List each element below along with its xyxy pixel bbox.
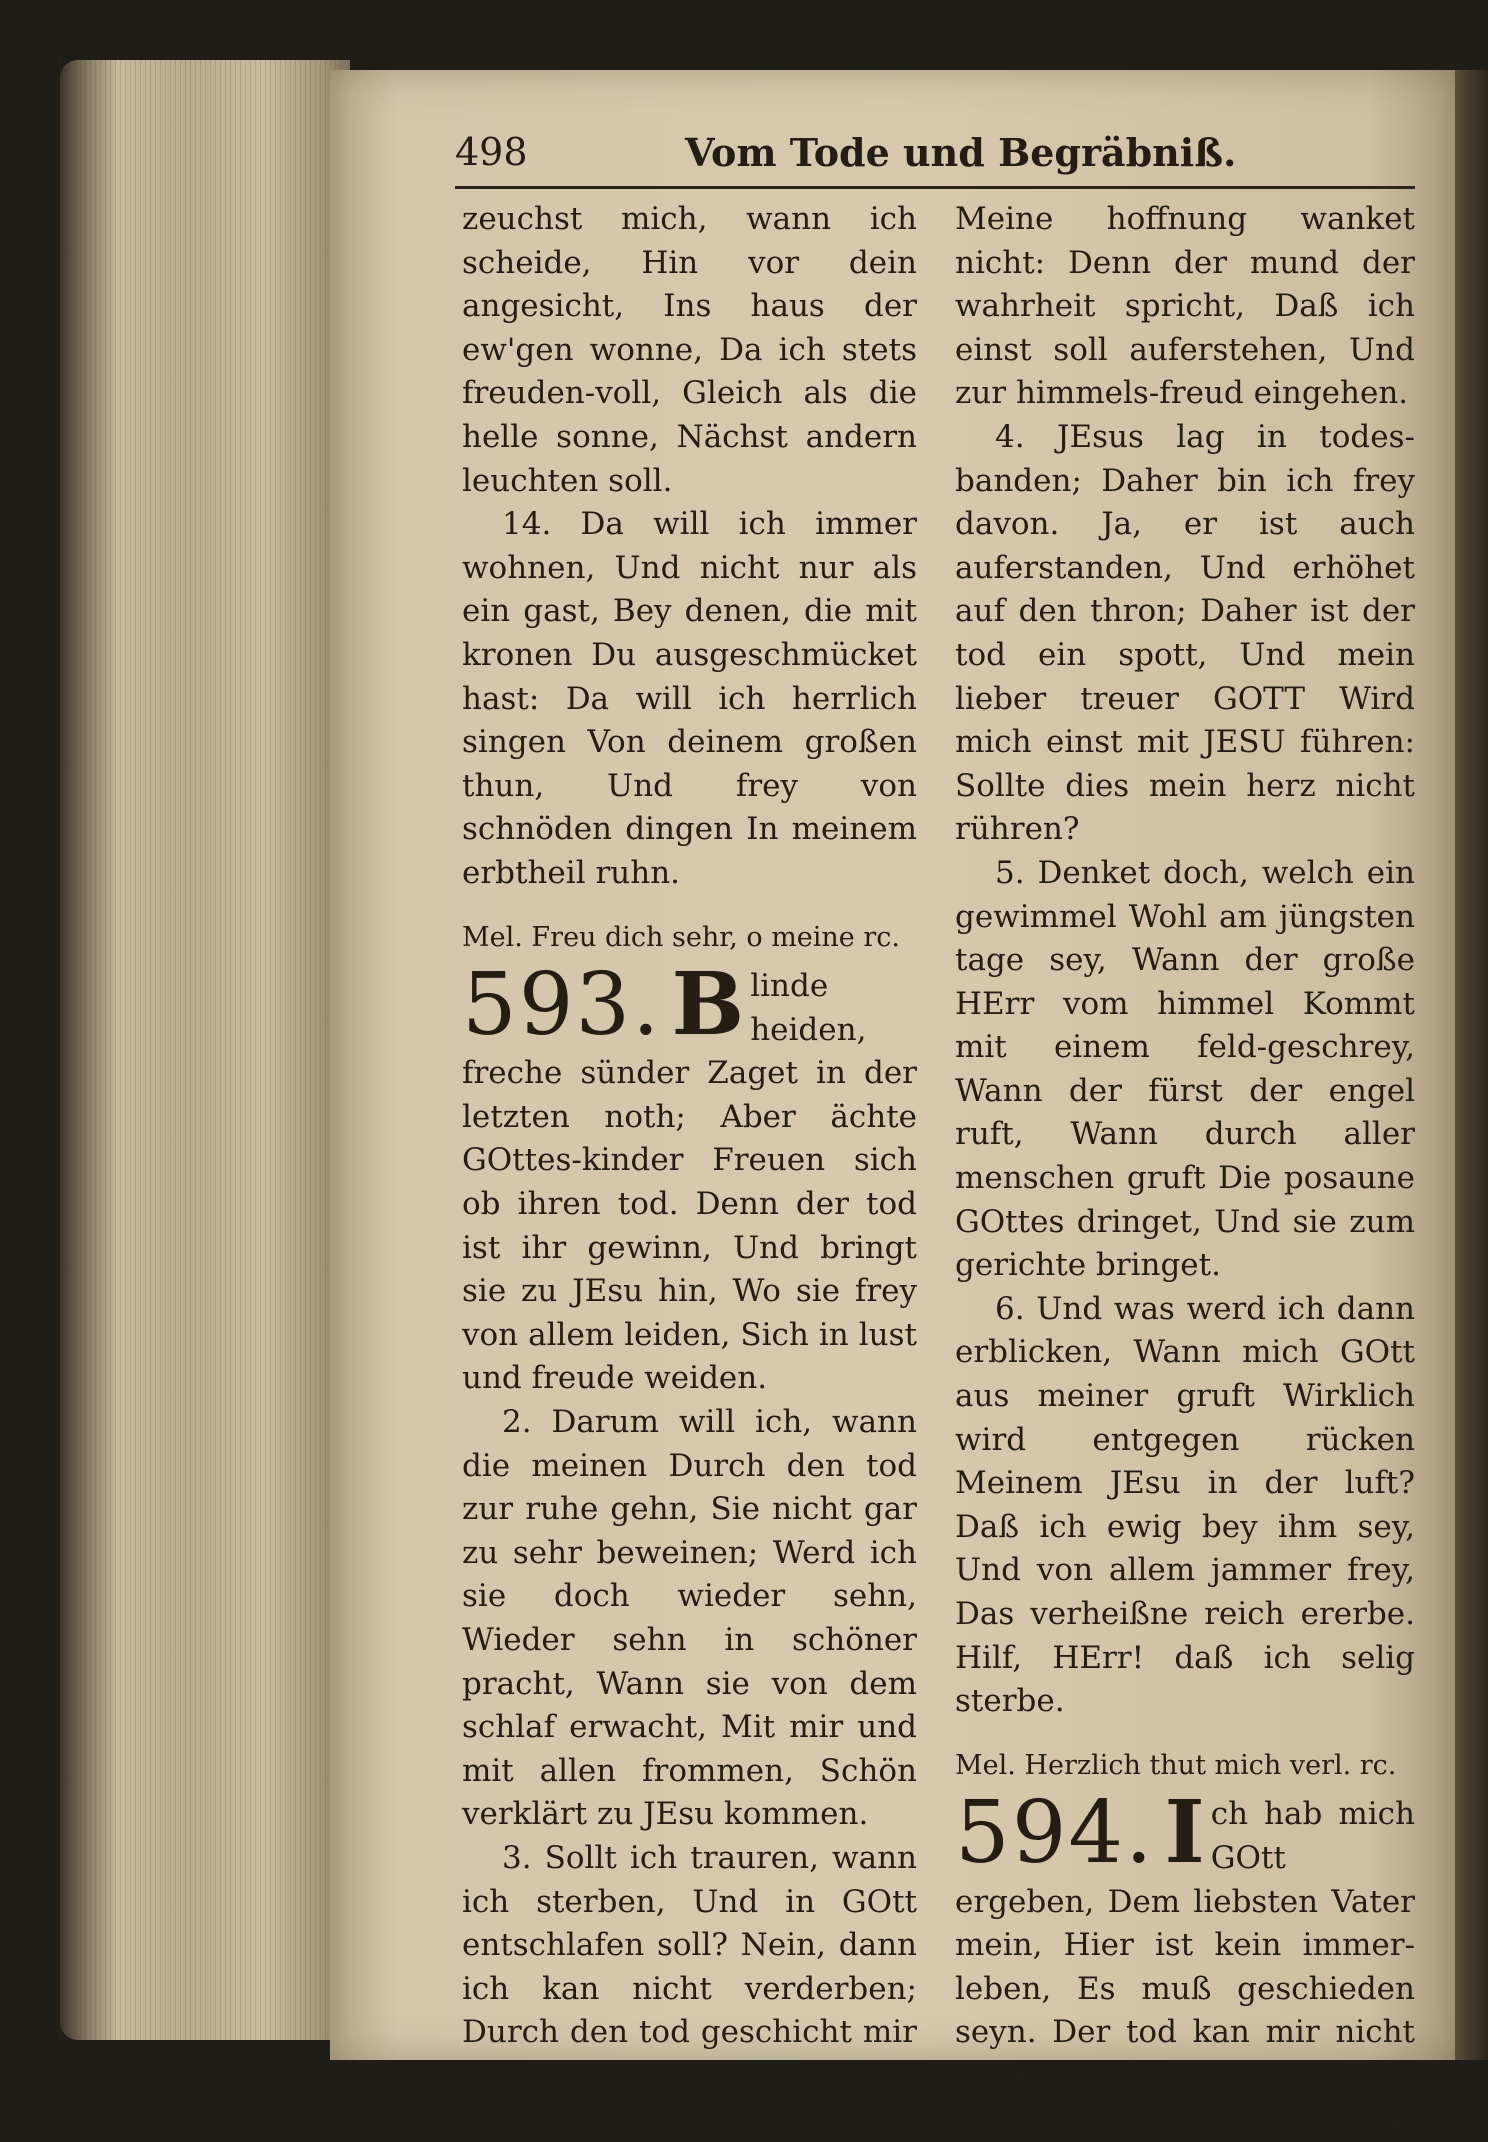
verse-14: 14. Da will ich immer wohnen, Und nicht nur als ein gast, Bey denen, die mit kronen Du ausgeschmücket hast: Da will ich herrlich singen Von deinem großen thun, Und frey von schnöden dingen In meinem erbtheil ruhn. — [462, 506, 917, 891]
continued-verse-text-right: Meine hoffnung wanket nicht: Denn der mund der wahrheit spricht, Daß ich einst soll auferstehen, Und zur himmels-freud eingehen. — [955, 201, 1415, 412]
hymn-593-start — [462, 954, 917, 1401]
hymn-593-dropcap: B — [671, 954, 745, 1056]
left-column — [462, 198, 917, 2099]
melody-note-593: Mel. Freu dich sehr, o meine rc. — [462, 921, 900, 953]
continued-verse-text: zeuchst mich, wann ich scheide, Hin vor dein angesicht, Ins haus der ew'gen wonne, Da ich stets freuden-voll, Gleich als die helle sonne, Nächst andern leuchten soll. — [462, 201, 917, 499]
hymn-593-verse-2: 2. Darum will ich, wann die meinen Durch den tod zur ruhe gehn, Sie nicht gar zu sehr beweinen; Werd ich sie doch wieder sehn, Wieder sehn in schöner pracht, Wann sie von dem schlaf erwacht, Mit mir und mit allen frommen, Schön verklärt zu JEsu kommen. — [462, 1404, 917, 1833]
hymn-number-594: 594. — [955, 1783, 1155, 1884]
hymn-593-verse-4: 4. JEsus lag in todes-banden; Daher bin ich frey davon. Ja, er ist auch auferstanden, Und erhöhet auf den thron; Daher ist der tod ein spott, Und mein lieber treuer GOTT Wird mich einst mit JESU führen: Sollte dies mein herz nicht rühren? — [955, 418, 1415, 848]
page-number: 498 — [455, 130, 528, 174]
hymn-594-verse-1: ch hab mich GOtt ergeben, Dem liebsten Vater mein, Hier ist kein immer-leben, Es muß geschieden seyn. Der tod kan mir nicht schaden, Er — [955, 1796, 1415, 2094]
header-rule — [455, 186, 1415, 189]
hymn-593-verse-5: 5. Denket doch, welch ein gewimmel Wohl am jüngsten tage sey, Wann der große HErr vom himmel Kommt mit einem feld-geschrey, Wann der fürst der engel ruft, Wann durch aller menschen gruft Die posaune GOttes dringet, Und sie zum gerichte bringet. — [955, 854, 1415, 1284]
page-header — [455, 130, 1415, 185]
hymn-593-verse-3: 3. Sollt ich trauren, wann ich sterben, Und in GOtt entschlafen soll? Nein, dann ich kan nicht verderben; Durch den tod geschicht mir wohl. — [462, 1839, 917, 2094]
hymn-593-verse-6: 6. Und was werd ich dann erblicken, Wann mich GOtt aus meiner gruft Wirklich wird entgegen rücken Meinem JEsu in der luft? Daß ich ewig bey ihm sey, Und von allem jammer frey, Das verheißne reich ererbe. Hilf, HErr! daß ich selig sterbe. — [955, 1290, 1415, 1720]
running-title: Vom Tode und Begräbniß. — [685, 130, 1237, 175]
catchword: ist — [1376, 2101, 1415, 2138]
book-page-edges — [60, 60, 350, 2040]
right-column — [955, 198, 1415, 2142]
hymn-number-593: 593. — [462, 955, 662, 1056]
hymn-594-start — [955, 1782, 1415, 2098]
hymn-593-verse-1: linde heiden, freche sünder Zaget in der letzten noth; Aber ächte GOttes-kinder Freuen sich ob ihren tod. Denn der tod ist ihr gewinn, Und bringt sie zu JEsu hin, Wo sie frey von allem leiden, Sich in lust und freude weiden. — [462, 968, 917, 1397]
melody-note-594: Mel. Herzlich thut mich verl. rc. — [955, 1749, 1397, 1781]
book-gutter — [1455, 70, 1488, 2060]
hymn-594-dropcap: I — [1164, 1782, 1205, 1884]
